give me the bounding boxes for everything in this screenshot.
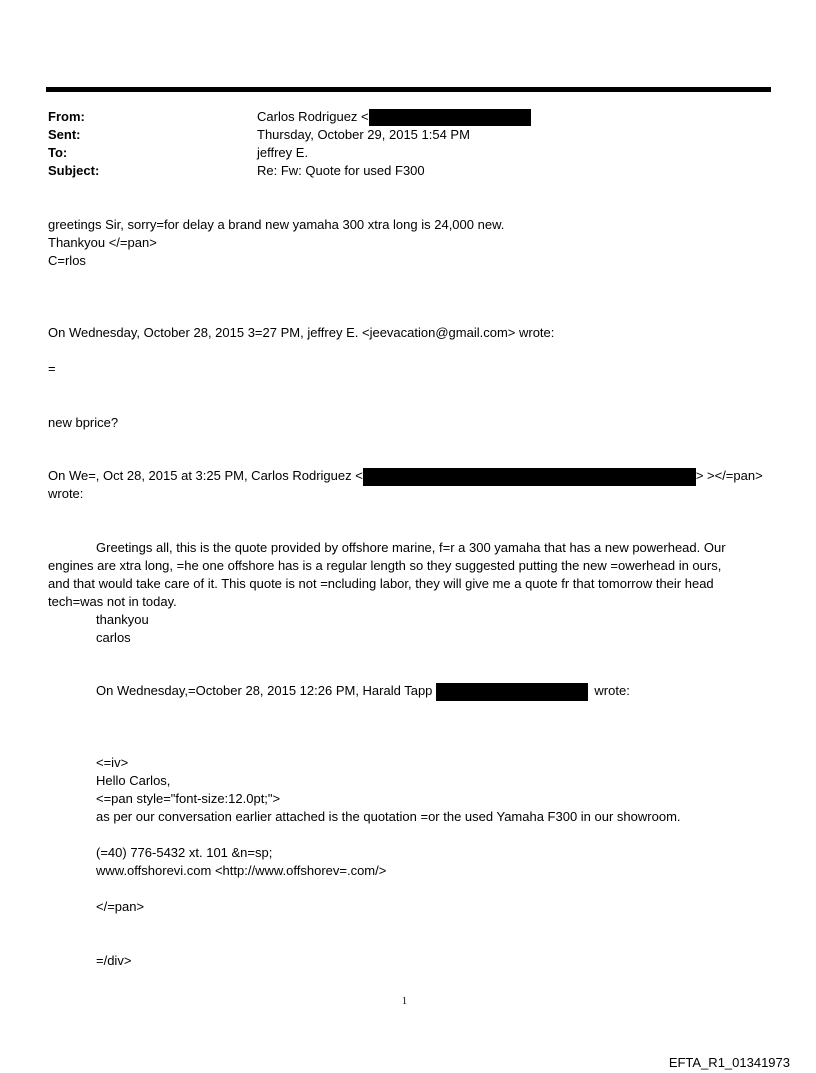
sent-value: Thursday, October 29, 2015 1:54 PM [257, 127, 470, 142]
document-id: EFTA_R1_01341973 [668, 1055, 790, 1070]
body-line: =/div> [96, 953, 132, 968]
quote-header-suffix: > ></=pan> [695, 468, 763, 483]
phone-line: (=40) 776-5432 xt. 101 &n=sp; [96, 845, 273, 860]
header-rule [46, 87, 771, 92]
from-label: From: [48, 109, 85, 124]
body-line: new bprice? [48, 415, 119, 430]
body-line: <=pan style="font-size:12.0pt;"> [96, 791, 281, 806]
body-line: greetings Sir, sorry=for delay a brand new yamaha 300 xtra long is 24,000 new. [48, 217, 505, 232]
body-line: thankyou [96, 612, 149, 627]
quote-header [96, 682, 630, 701]
body-line: = [48, 361, 56, 376]
quote-header-suffix: wrote: [594, 683, 630, 698]
from-value [257, 108, 531, 126]
from-name: Carlos Rodriguez < [257, 109, 369, 124]
paragraph-line: Greetings all, this is the quote provided by offshore marine, f=r a 300 yamaha that has a new powerhead. Our [96, 540, 726, 555]
website-line: www.offshorevi.com <http://www.offshorev=.com/> [96, 863, 387, 878]
sent-label: Sent: [48, 127, 81, 142]
quote-header [48, 467, 763, 486]
paragraph-line: engines are xtra long, =he one offshore has is a regular length so they suggested putting the new =owerhead in ours, [48, 558, 722, 573]
subject-label: Subject: [48, 163, 100, 178]
page-number: 1 [402, 996, 407, 1007]
body-line: </=pan> [96, 899, 145, 914]
quote-header-prefix: On We=, Oct 28, 2015 at 3:25 PM, Carlos Rodriguez < [48, 468, 363, 483]
body-line: wrote: [48, 486, 84, 501]
body-line: Thankyou </=pan> [48, 235, 157, 250]
quote-header: On Wednesday, October 28, 2015 3=27 PM, jeffrey E. <jeevacation@gmail.com> wrote: [48, 325, 555, 340]
redaction-box [436, 683, 588, 701]
redaction-box [369, 109, 531, 126]
greeting-line: Hello Carlos, [96, 773, 171, 788]
redaction-box [363, 468, 696, 486]
subject-value: Re: Fw: Quote for used F300 [257, 163, 425, 178]
to-value: jeffrey E. [257, 145, 309, 160]
signature-line: carlos [96, 630, 131, 645]
paragraph-line: and that would take care of it. This quote is not =ncluding labor, they will give me a quote fr that tomorrow their head [48, 576, 714, 591]
to-label: To: [48, 145, 68, 160]
body-line: <=iv> [96, 755, 129, 770]
signature-line: C=rlos [48, 253, 86, 268]
paragraph-line: tech=was not in today. [48, 594, 177, 609]
quote-header-prefix: On Wednesday,=October 28, 2015 12:26 PM, Harald Tapp [96, 683, 433, 698]
body-line: as per our conversation earlier attached is the quotation =or the used Yamaha F300 in our showroom. [96, 809, 681, 824]
